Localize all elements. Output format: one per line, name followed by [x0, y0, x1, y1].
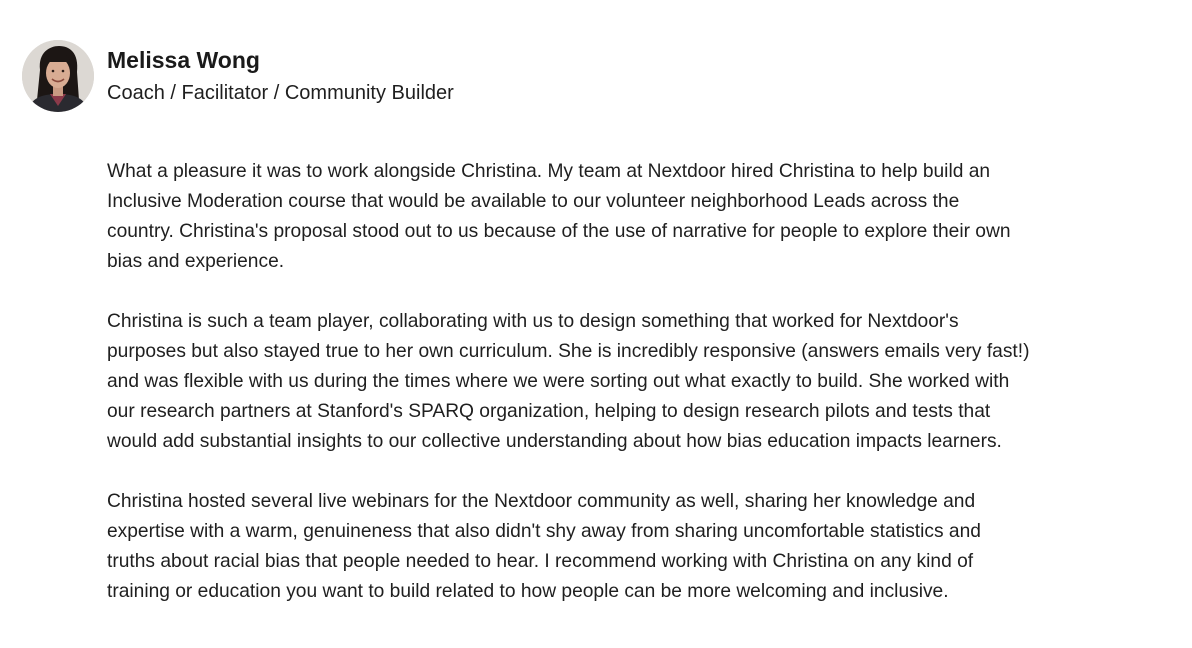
profile-photo-icon	[22, 40, 94, 112]
author-name[interactable]: Melissa Wong	[107, 47, 260, 73]
recommendation-paragraph: Christina hosted several live webinars for the Nextdoor community as well, sharing her knowledge and expertise with a warm, genuineness that also didn't shy away from sharing uncomfortable statistics and truths about racial bias that people needed to hear. I recommend working with Christina on any kind of training or education you want to build related to how people can be more welcoming and inclusive.	[107, 491, 981, 602]
recommendation-paragraph: Christina is such a team player, collaborating with us to design something that worked for Nextdoor's purposes but also stayed true to her own curriculum. She is incredibly responsive (answers emails very fast!) and was flexible with us during the times where we were sorting out what exactly to build. She worked with our research partners at Stanford's SPARQ organization, helping to design research pilots and tests that would add substantial insights to our collective understanding about how bias education impacts learners.	[107, 311, 1030, 452]
author-info	[107, 46, 454, 106]
recommendation-paragraph: What a pleasure it was to work alongside Christina. My team at Nextdoor hired Christina to help build an Inclusive Moderation course that would be available to our volunteer neighborhood Leads across the country. Christina's proposal stood out to us because of the use of narrative for people to explore their own bias and experience.	[107, 161, 1011, 272]
avatar[interactable]	[22, 40, 94, 112]
author-header	[22, 40, 454, 112]
author-headline: Coach / Facilitator / Community Builder	[107, 82, 454, 104]
recommendation-text	[107, 157, 1177, 607]
